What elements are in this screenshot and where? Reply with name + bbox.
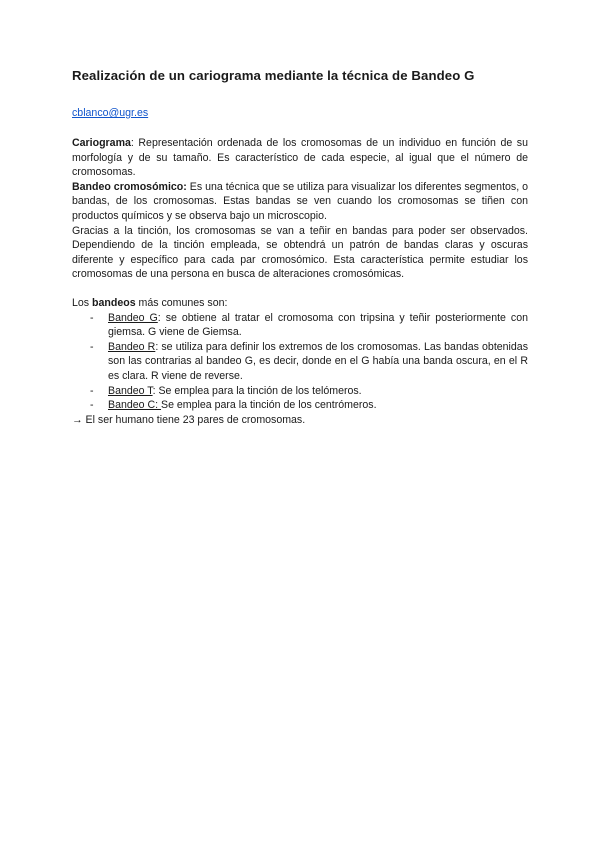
- band-text: : se utiliza para definir los extremos de los cromosomas. Las bandas obtenidas son las contrarias al bandeo G, es decir, donde en el G había una banda oscura, en el R es clara. R viene de reverse.: [108, 340, 528, 382]
- band-text: : Se emplea para la tinción de los telómeros.: [152, 384, 362, 397]
- paragraph-spacer: [72, 282, 528, 296]
- band-term: Bandeo R: [108, 340, 156, 353]
- bands-intro-bold: bandeos: [92, 296, 136, 309]
- list-dash: -: [90, 384, 94, 397]
- bandeo-paragraph: [72, 180, 528, 224]
- band-text: Se emplea para la tinción de los centrómeros.: [161, 399, 377, 412]
- list-dash: -: [90, 399, 94, 412]
- page-title: Realización de un cariograma mediante la técnica de Bandeo G: [72, 68, 475, 83]
- list-dash: -: [90, 311, 94, 324]
- email-line: [72, 103, 528, 136]
- list-item: [72, 311, 528, 340]
- bands-list: [72, 311, 528, 413]
- closing-line: → El ser humano tiene 23 pares de cromosomas.: [72, 413, 306, 426]
- list-dash: -: [90, 340, 94, 353]
- band-term: Bandeo G: [108, 311, 158, 324]
- bandeo-term: Bandeo cromosómico:: [72, 180, 187, 193]
- band-text: : se obtiene al tratar el cromosoma con tripsina y teñir posteriormente con giemsa. G viene de Giemsa.: [108, 311, 528, 339]
- bandeo-text: Es una técnica que se utiliza para visualizar los diferentes segmentos, o bandas, de los cromosomas. Estas bandas se ven cuando los cromosomas se tiñen con productos químicos y se observa bajo un microscopio.: [72, 180, 528, 222]
- cariograma-paragraph: [72, 136, 528, 180]
- cariograma-text: : Representación ordenada de los cromosomas de un individuo en función de su morfología y de su tamaño. Es característico de cada especie, al igual que el número de cromosomas.: [72, 137, 528, 179]
- band-term: Bandeo T: [108, 384, 153, 397]
- list-item: [72, 340, 528, 384]
- list-item: [72, 384, 528, 399]
- document-page: [72, 68, 528, 427]
- bands-intro-suffix: más comunes son:: [135, 296, 228, 309]
- email-link[interactable]: cblanco@ugr.es: [72, 107, 149, 119]
- cariograma-term: Cariograma: [72, 137, 131, 149]
- bands-intro: [72, 296, 528, 311]
- tincion-paragraph: Gracias a la tinción, los cromosomas se van a teñir en bandas para poder ser observados. Dependiendo de la tinción empleada, se obtendrá un patrón de bandas claras y oscuras diferente y específico para cada par cromosómico. Esta característica permite estudiar los cromosomas de una persona en busca de alteraciones cromosómicas.: [72, 224, 528, 281]
- list-item: [72, 398, 528, 413]
- bands-intro-prefix: Los: [72, 296, 93, 309]
- band-term: Bandeo C:: [108, 399, 162, 412]
